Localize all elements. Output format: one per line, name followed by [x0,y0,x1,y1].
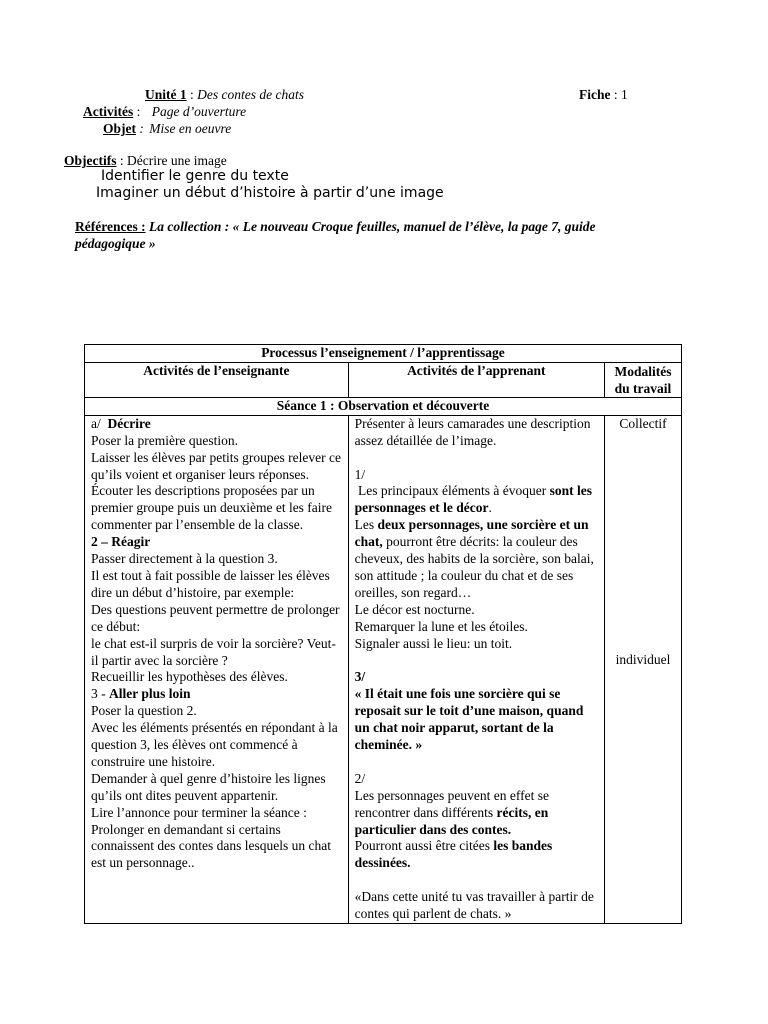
ens-c-text: Poser la question 2. Avec les éléments présentés en répondant à la question 3, les élèves ont commencé à construire une histoire. Demander à quel genre d’histoire les lignes qu’ils ont dites peuvent appartenir. Lire l’annonce pour terminer la séance : Prolonger en demandant si certains connaissent des contes dans lesquels un chat est un personnage.. [91,703,338,871]
ens-b-text: Passer directement à la question 3. Il est tout à fait possible de laisser les élèves dire un début d’histoire, par exemple: Des questions peuvent permettre de prolonger ce début: le chat est-il surpris de voir la sorcière? Veut-il partir avec la sorcière ? Recueillir les hypothèses des élèves. [91,551,340,685]
header-enseignante: Activités de l’enseignante [85,362,349,397]
app-n1: 1/ [354,466,366,482]
ens-a-text: Poser la première question. Laisser les élèves par petits groupes relever ce qu’ils voient et organiser leurs réponses. Écouter les descriptions proposées par un premier groupe puis un deuxième et les faire commenter par l’ensemble de la classe. [91,432,342,533]
references-text-1: La collection : « Le nouveau Croque feuilles, manuel de l’élève, la page 7, guide [148,219,596,234]
objet-value: Mise en oeuvre [149,121,232,136]
content-row [85,415,682,923]
objectifs-label: Objectifs [64,153,117,168]
app-p7 [355,838,598,872]
activites-line: Activités : Page d’ouverture [83,104,247,119]
app-p7-text: Pourront aussi être citées [354,838,494,854]
unite-line: Unité 1 : Des contes de chats [145,87,304,102]
objectif-item-1: Décrire une image [127,153,227,168]
fiche-line: Fiche : 1 [579,87,628,102]
objet-label: Objet [103,121,136,136]
process-table [84,344,682,924]
activites-value: Page d’ouverture [151,104,247,119]
table-title: Processus l’enseignement / l’apprentissage [85,345,682,363]
cell-enseignante [85,415,349,923]
header-modalites-2: du travail [614,380,672,396]
activites-label: Activités [83,104,134,119]
references-text-2: pédagogique » [75,236,156,251]
unite-value: Des contes de chats [197,87,304,102]
seance-row [85,397,682,415]
cell-modalites [604,415,681,923]
objectif-item-3: Imaginer un début d’histoire à partir d’une image [96,185,444,201]
mod-collectif: Collectif [619,415,667,431]
mod-individuel: individuel [615,652,671,668]
ens-a-title: Décrire [107,415,151,431]
app-p2-text: Les principaux éléments à évoquer [354,483,550,499]
app-p3 [355,517,598,602]
header-apprenant: Activités de l’apprenant [348,362,604,397]
unite-label: Unité 1 [145,87,187,102]
app-n2: 2/ [354,770,366,786]
app-n3: 3/ [354,669,366,685]
table-header-row [85,362,682,397]
app-p6-bold: récits, en particulier dans des contes. [354,804,549,837]
app-p3-bold: deux personnages, une sorcière et un chat, [354,517,589,550]
ens-c-prefix: 3 - [91,686,109,702]
ens-b-title: 2 – Réagir [91,534,151,550]
fiche-label: Fiche [579,87,611,102]
app-p6 [355,788,598,839]
app-p3-end: pourront être décrits: la couleur des cheveux, des habits de la sorcière, son balai, son attitude ; la couleur du chat et de ses oreilles, son regard… [354,534,594,600]
app-p8: «Dans cette unité tu vas travailler à partir de contes qui parlent de chats. » [354,889,594,922]
fiche-value: 1 [621,87,628,102]
objet-line: Objet : Mise en oeuvre [103,121,232,136]
app-p3-text: Les [354,517,378,533]
references-line-1 [75,219,596,235]
header-modalites [604,362,681,397]
objectif-item-2: Identifier le genre du texte [101,168,289,184]
header-modalites-1: Modalités [614,363,672,379]
objectifs-line: Objectifs : Décrire une image [64,153,227,168]
app-p2-bold: sont les personnages et le décor [354,483,592,516]
app-p2 [355,483,598,517]
table-title-row [85,345,682,363]
app-p6-text: Les personnages peuvent en effet se rencontrer dans différents [354,787,549,820]
seance-title: Séance 1 : Observation et découverte [85,397,682,415]
app-p7-bold: les bandes dessinées. [354,838,553,871]
ens-a-prefix: a/ [91,415,108,431]
cell-apprenant [348,415,604,923]
ens-c-title: Aller plus loin [109,686,191,702]
app-p2-end: . [488,500,492,516]
references-label: Références : [75,219,146,234]
app-p1: Présenter à leurs camarades une description assez détaillée de l’image. [354,415,591,448]
app-p4: Le décor est nocturne. Remarquer la lune et les étoiles. Signaler aussi le lieu: un toit. [354,601,528,651]
app-p5: « Il était une fois une sorcière qui se reposait sur le toit d’une maison, quand un chat noir apparut, sortant de la cheminée. » [354,686,584,752]
